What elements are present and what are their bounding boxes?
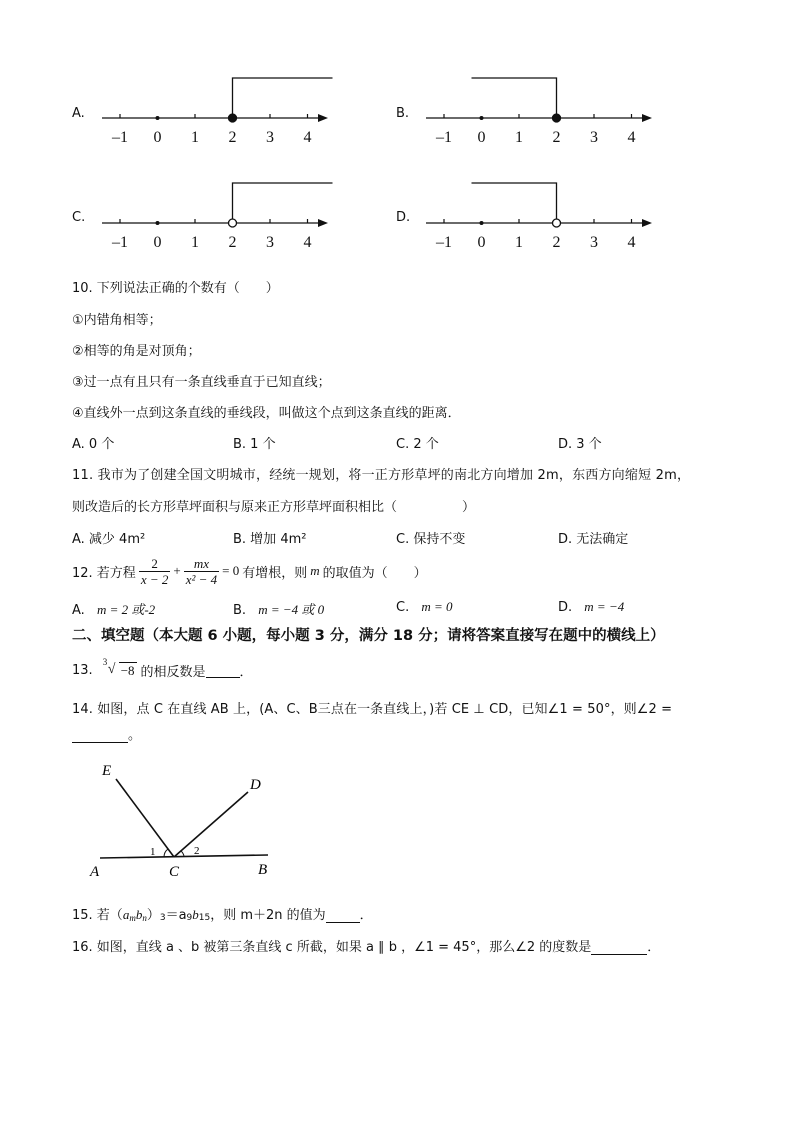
origin-dot bbox=[480, 116, 484, 120]
closed-endpoint bbox=[229, 114, 237, 122]
q10-option-c: C. 2 个 bbox=[396, 437, 439, 452]
q13-cube-root bbox=[102, 656, 137, 679]
tick-label: 0 bbox=[477, 129, 486, 146]
q10-stem: 10. 下列说法正确的个数有（ ） bbox=[72, 281, 279, 296]
q15-exp-m: m bbox=[129, 913, 136, 923]
axis-arrow-icon bbox=[642, 114, 652, 122]
label-c: C bbox=[169, 864, 180, 880]
origin-dot bbox=[480, 221, 484, 225]
tick-label: 3 bbox=[590, 129, 598, 146]
q11-line-2: 则改造后的长方形草坪面积与原来正方形草坪面积相比（ ） bbox=[72, 500, 476, 515]
q14-figure bbox=[86, 755, 286, 885]
q9-option-c-number-line bbox=[100, 175, 350, 255]
q10-option-d: D. 3 个 bbox=[558, 437, 602, 452]
q12-option-c bbox=[396, 599, 453, 615]
tick-label: 4 bbox=[627, 234, 636, 251]
q12-option-c-label: C. bbox=[396, 600, 410, 615]
tick-label: 2 bbox=[552, 129, 561, 146]
axis-arrow-icon bbox=[318, 219, 328, 227]
q11-option-d: D. 无法确定 bbox=[558, 532, 629, 547]
q15-base-b: b bbox=[135, 907, 143, 922]
q15-eq: ＝a bbox=[165, 908, 187, 923]
q9-option-b-label: B. bbox=[396, 106, 410, 121]
q14-answer-blank[interactable] bbox=[72, 728, 128, 743]
q14-end: 。 bbox=[128, 728, 142, 743]
tick-label: 2 bbox=[228, 129, 237, 146]
q15-exp-15: 15 bbox=[198, 913, 211, 923]
q16-end: ． bbox=[647, 940, 661, 955]
q9-option-c-label: C. bbox=[72, 210, 86, 225]
tick-label: 0 bbox=[153, 234, 162, 251]
solution-ray bbox=[472, 78, 557, 118]
section-2-heading: 二、填空题（本大题 6 小题，每小题 3 分，满分 18 分；请将答案直接写在题中的横线上） bbox=[72, 628, 665, 644]
q13-radical-index: 3 bbox=[102, 656, 108, 667]
q12-prefix: 12. 若方程 bbox=[72, 565, 136, 581]
q12-var: m bbox=[310, 563, 320, 578]
q9-option-d-number-line bbox=[424, 175, 674, 255]
radical-sign-icon: √ bbox=[107, 661, 116, 677]
q9-option-a-number-line bbox=[100, 70, 350, 150]
origin-dot bbox=[156, 116, 160, 120]
q12-option-d-expr: m = −4 bbox=[584, 599, 625, 614]
q12-suffix-2: 的取值为（ ） bbox=[322, 565, 427, 581]
tick-label: 1 bbox=[515, 234, 523, 251]
tick-label: 0 bbox=[477, 234, 486, 251]
q12-fraction-2-numerator: mx bbox=[184, 556, 219, 572]
tick-label: 3 bbox=[590, 234, 598, 251]
q15-answer-blank[interactable] bbox=[326, 908, 360, 923]
solution-ray bbox=[472, 183, 557, 223]
q15-text: ，则 m＋2n 的值为 bbox=[210, 908, 326, 923]
q13-radicand: −8 bbox=[120, 662, 135, 678]
tick-label: 4 bbox=[303, 129, 312, 146]
q9-option-b-number-line bbox=[424, 70, 674, 150]
q12-fraction-2-denominator: x² − 4 bbox=[185, 571, 218, 587]
q12-option-a-label: A. bbox=[72, 603, 85, 618]
q11-line-1: 11. 我市为了创建全国文明城市，经统一规划，将一正方形草坪的南北方向增加 2m，东西方向缩短 2m， bbox=[72, 468, 691, 483]
angle-1-arc bbox=[164, 849, 168, 857]
q12-suffix: 有增根，则 bbox=[242, 565, 308, 581]
open-endpoint bbox=[229, 219, 237, 227]
q15-b15: b bbox=[192, 907, 199, 922]
tick-label: 3 bbox=[266, 234, 274, 251]
label-angle-1: 1 bbox=[150, 846, 156, 858]
tick-label: –1 bbox=[112, 234, 128, 251]
q10-option-a: A. 0 个 bbox=[72, 437, 115, 452]
q11-option-b: B. 增加 4m² bbox=[233, 532, 307, 547]
q15-close: ） bbox=[146, 908, 160, 923]
tick-label: 4 bbox=[303, 234, 312, 251]
tick-label: –1 bbox=[436, 129, 452, 146]
closed-endpoint bbox=[553, 114, 561, 122]
q10-option-b: B. 1 个 bbox=[233, 437, 276, 452]
q16-text: 16. 如图，直线 a 、b 被第三条直线 c 所截，如果 a ∥ b ，∠1 = 45°，那么∠2 的度数是 bbox=[72, 940, 592, 955]
q12-option-d bbox=[558, 599, 624, 615]
tick-label: 1 bbox=[515, 129, 523, 146]
q12-option-d-label: D. bbox=[558, 600, 573, 615]
q15-exp-9: 9 bbox=[186, 913, 193, 923]
q13-answer-blank[interactable] bbox=[206, 663, 240, 678]
q10-item-3: ③过一点有且只有一条直线垂直于已知直线； bbox=[72, 375, 331, 390]
q12-equals-zero: = 0 bbox=[222, 563, 240, 578]
tick-label: 3 bbox=[266, 129, 274, 146]
q11-option-a: A. 减少 4m² bbox=[72, 532, 146, 547]
tick-label: 1 bbox=[191, 234, 199, 251]
solution-ray bbox=[233, 78, 333, 118]
label-b: B bbox=[258, 862, 268, 878]
q15-base-a: a bbox=[122, 907, 130, 922]
q11-option-c: C. 保持不变 bbox=[396, 532, 466, 547]
q10-item-2: ②相等的角是对顶角； bbox=[72, 344, 201, 359]
q12-option-b-expr: m = −4 或 0 bbox=[258, 602, 325, 617]
origin-dot bbox=[156, 221, 160, 225]
q15-end: ． bbox=[359, 908, 373, 923]
tick-label: –1 bbox=[436, 234, 452, 251]
axis-arrow-icon bbox=[642, 219, 652, 227]
label-a: A bbox=[90, 864, 100, 880]
q16-answer-blank[interactable] bbox=[591, 940, 647, 955]
q13-stem bbox=[72, 656, 253, 680]
open-endpoint bbox=[553, 219, 561, 227]
q12-option-c-expr: m = 0 bbox=[421, 599, 453, 614]
angle-2-arc bbox=[181, 851, 184, 856]
q12-option-b bbox=[233, 599, 324, 618]
tick-label: 0 bbox=[153, 129, 162, 146]
q12-option-a-expr: m = 2 或-2 bbox=[96, 602, 156, 617]
q12-option-b-label: B. bbox=[233, 603, 247, 618]
label-e: E bbox=[102, 763, 112, 779]
label-angle-2: 2 bbox=[194, 845, 200, 857]
ray-ce bbox=[116, 779, 174, 857]
q12-option-a bbox=[72, 599, 155, 618]
q12-fraction-1 bbox=[139, 556, 171, 587]
q12-fraction-2 bbox=[184, 556, 219, 587]
q10-item-1: ①内错角相等； bbox=[72, 313, 162, 328]
q10-item-4: ④直线外一点到这条直线的垂线段，叫做这个点到这条直线的距离． bbox=[72, 406, 461, 421]
solution-ray bbox=[233, 183, 333, 223]
tick-label: 4 bbox=[627, 129, 636, 146]
tick-label: 2 bbox=[228, 234, 237, 251]
q15-outer-exp: 3 bbox=[159, 913, 166, 923]
q12-stem bbox=[72, 552, 427, 590]
tick-label: 2 bbox=[552, 234, 561, 251]
q16-stem bbox=[72, 936, 660, 955]
q13-end: ． bbox=[239, 665, 253, 680]
q13-text: 的相反数是 bbox=[140, 665, 206, 680]
label-d: D bbox=[250, 777, 261, 793]
q14-line-1: 14. 如图，点 C 在直线 AB 上，(A、C、B三点在一条直线上，)若 CE ⊥ CD，已知∠1 = 50°，则∠2 = bbox=[72, 702, 673, 717]
q15-prefix: 15. 若（ bbox=[72, 908, 123, 923]
axis-arrow-icon bbox=[318, 114, 328, 122]
q9-option-a-label: A. bbox=[72, 106, 85, 121]
q12-plus: + bbox=[173, 563, 181, 578]
q9-option-d-label: D. bbox=[396, 210, 411, 225]
q15-exp-n: n bbox=[142, 913, 147, 923]
tick-label: –1 bbox=[112, 129, 128, 146]
q13-number: 13. bbox=[72, 663, 93, 678]
ray-cd bbox=[174, 792, 248, 857]
tick-label: 1 bbox=[191, 129, 199, 146]
q12-fraction-1-numerator: 2 bbox=[139, 556, 171, 572]
q14-line-2 bbox=[72, 724, 141, 743]
q12-fraction-1-denominator: x − 2 bbox=[140, 571, 169, 587]
q15-stem bbox=[72, 904, 373, 923]
